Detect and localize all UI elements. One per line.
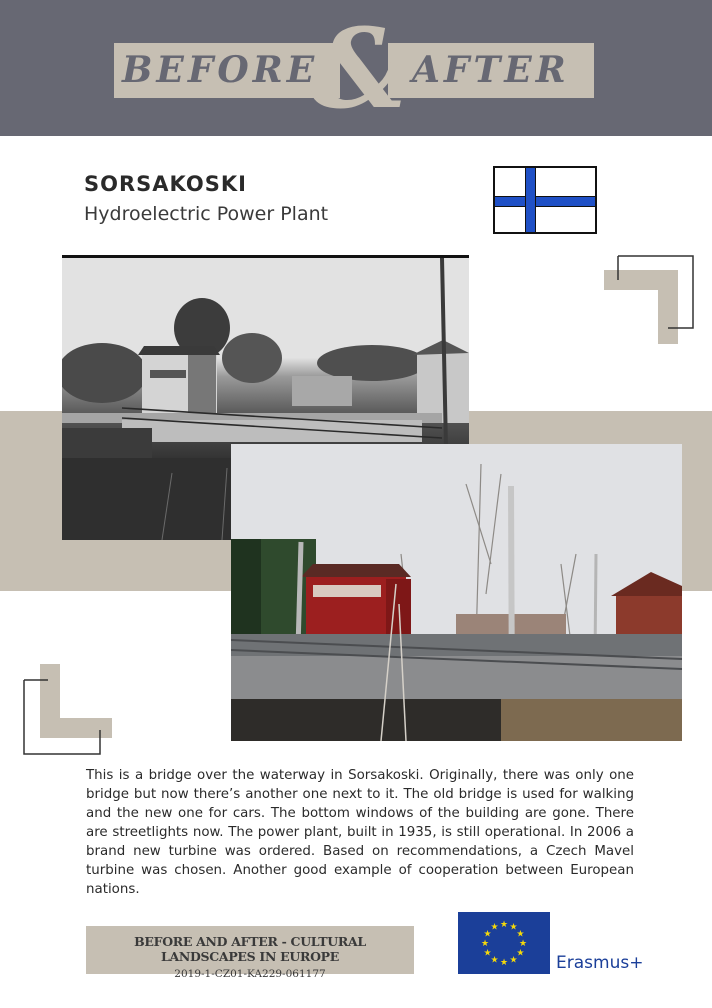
corner-decoration-bottom-icon xyxy=(22,664,114,756)
eu-star-icon: ★ xyxy=(509,922,518,933)
page-title: SORSAKOSKI xyxy=(84,172,247,196)
eu-star-icon: ★ xyxy=(483,948,492,959)
eu-flag-icon xyxy=(458,912,550,974)
project-footer-box xyxy=(86,926,414,980)
eu-star-icon: ★ xyxy=(490,922,499,933)
description-paragraph: This is a bridge over the waterway in Sorsakoski. Originally, there was only one bridge but now there’s another one next to it. The old bridge is used for walking and the new one for cars. The bottom windows of the building are gone. There are streetlights now. The power plant, built in 1935, is still operational. In 2006 a brand new turbine was ordered. Based on recommendations, a Czech Mavel turbine was chosen. Another good example of cooperation between European nations. xyxy=(86,768,634,897)
banner-ampersand: & xyxy=(310,4,410,133)
eu-star-icon: ★ xyxy=(499,958,509,968)
finland-flag-icon xyxy=(493,166,597,234)
eu-star-icon: ★ xyxy=(516,929,525,940)
project-code: 2019-1-CZ01-KA229-061177 xyxy=(174,968,326,980)
eu-star-icon: ★ xyxy=(483,929,492,940)
project-title: BEFORE AND AFTER - CULTURAL LANDSCAPES IN EUROPE xyxy=(134,934,366,964)
banner-after-word: AFTER xyxy=(412,49,570,91)
eu-star-icon: ★ xyxy=(480,939,490,949)
eu-star-icon: ★ xyxy=(490,955,499,966)
eu-star-icon: ★ xyxy=(499,920,509,930)
corner-decoration-top-icon xyxy=(604,254,696,346)
eu-star-icon: ★ xyxy=(518,939,528,949)
eu-star-icon: ★ xyxy=(516,948,525,959)
new-photo-color xyxy=(231,444,682,741)
page-subtitle: Hydroelectric Power Plant xyxy=(84,203,329,225)
banner-before-word: BEFORE xyxy=(122,49,319,91)
eu-star-icon: ★ xyxy=(509,955,518,966)
erasmus-plus-logo-text: Erasmus+ xyxy=(556,953,644,973)
